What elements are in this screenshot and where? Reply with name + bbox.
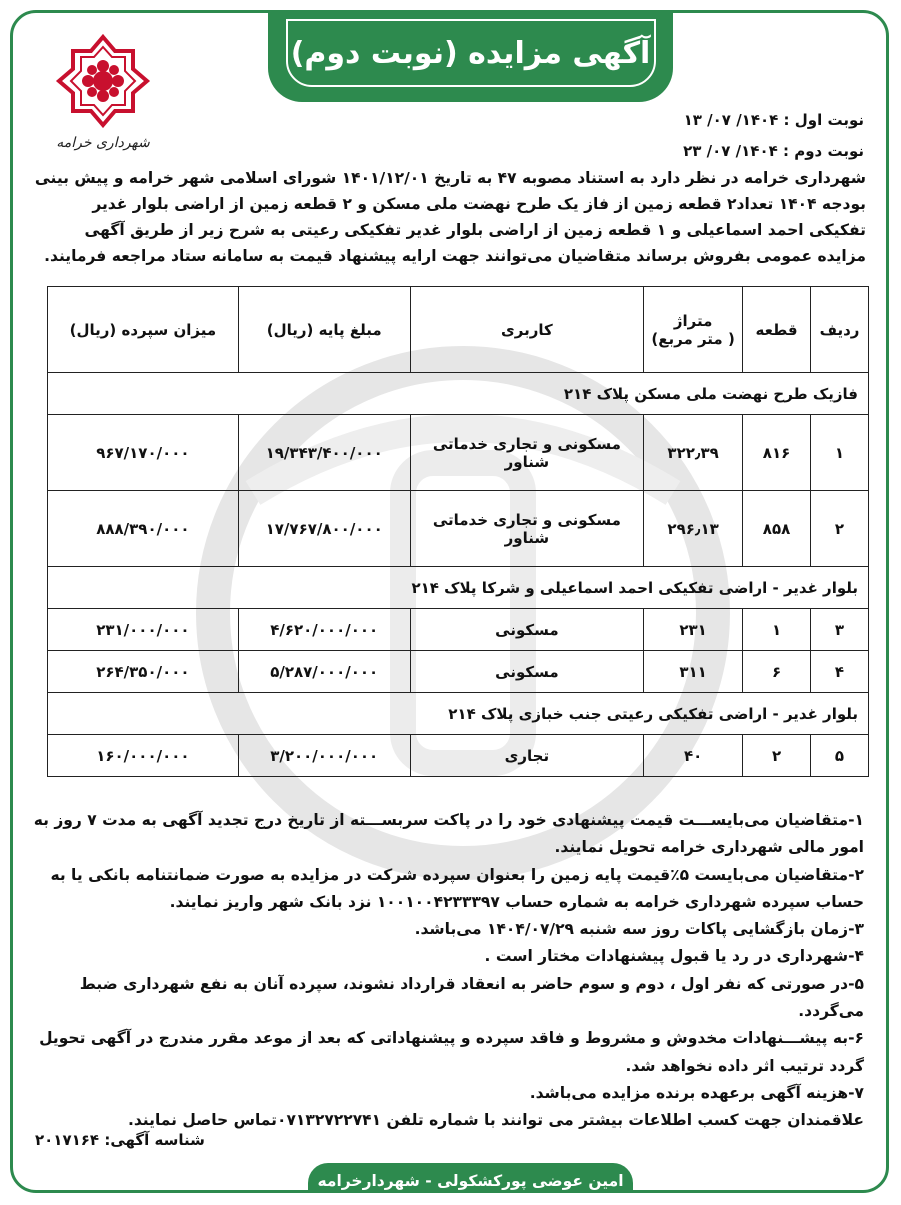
header-area-unit: ( متر مربع)	[651, 329, 735, 348]
section-title: بلوار غدیر - اراضی تفکیکی رعیتی جنب خبازی پلاک ۲۱۴	[48, 693, 869, 735]
cell-area: ۳۲۲٫۳۹	[644, 415, 743, 491]
round-dates	[683, 105, 864, 167]
cell-plot: ۱	[743, 609, 811, 651]
condition-item: ۴-شهرداری در رد یا قبول پیشنهادات مختار است .	[484, 947, 864, 966]
cell-base-price: ۱۹/۳۴۳/۴۰۰/۰۰۰	[238, 415, 410, 491]
cell-use: مسکونی و تجاری خدماتی شناور	[410, 491, 644, 567]
second-round-date: نوبت دوم : ۱۴۰۴/ ۰۷/ ۲۳	[683, 142, 864, 160]
cell-use: تجاری	[410, 735, 644, 777]
section-title: بلوار غدیر - اراضی تفکیکی احمد اسماعیلی و شرکا پلاک ۲۱۴	[48, 567, 869, 609]
cell-deposit: ۱۶۰/۰۰۰/۰۰۰	[48, 735, 239, 777]
cell-deposit: ۸۸۸/۳۹۰/۰۰۰	[48, 491, 239, 567]
title-banner	[268, 10, 673, 102]
condition-item: ۶-به پیشـــنهادات مخدوش و مشروط و فاقد سپرده و پیشنهاداتی که بعد از موعد مقرر مندرج در آگهی تحویل گردد ترتیب اثر داده نخواهد شد.	[39, 1029, 864, 1075]
cell-plot: ۸۵۸	[743, 491, 811, 567]
page-title: آگهی مزایده (نوبت دوم)	[290, 35, 651, 71]
cell-area: ۲۳۱	[644, 609, 743, 651]
cell-use: مسکونی و تجاری خدماتی شناور	[410, 415, 644, 491]
section-title: فازیک طرح نهضت ملی مسکن پلاک ۲۱۴	[48, 373, 869, 415]
cell-base-price: ۵/۲۸۷/۰۰۰/۰۰۰	[238, 651, 410, 693]
cell-row-number: ۴	[811, 651, 869, 693]
section-title-row	[48, 567, 869, 609]
cell-plot: ۲	[743, 735, 811, 777]
header-row-number: ردیف	[811, 287, 869, 373]
header-base-price: مبلغ پایه (ریال)	[238, 287, 410, 373]
cell-base-price: ۴/۶۲۰/۰۰۰/۰۰۰	[238, 609, 410, 651]
auction-table	[47, 286, 869, 777]
signature-footer	[308, 1163, 633, 1193]
header-deposit: میزان سپرده (ریال)	[48, 287, 239, 373]
cell-deposit: ۹۶۷/۱۷۰/۰۰۰	[48, 415, 239, 491]
table-header-row	[48, 287, 869, 373]
cell-plot: ۶	[743, 651, 811, 693]
cell-area: ۳۱۱	[644, 651, 743, 693]
cell-base-price: ۳/۲۰۰/۰۰۰/۰۰۰	[238, 735, 410, 777]
first-round-date: نوبت اول : ۱۴۰۴/ ۰۷/ ۱۳	[683, 111, 864, 129]
condition-item: ۵-در صورتی که نفر اول ، دوم و سوم حاضر به انعقاد قرارداد نشوند، سپرده آنان به نفع شهرداری ضبط می‌گردد.	[79, 974, 864, 1021]
municipality-logo	[53, 33, 153, 157]
conditions-list	[33, 807, 864, 1135]
cell-row-number: ۳	[811, 609, 869, 651]
contact-line: علاقمندان جهت کسب اطلاعات بیشتر می توانند با شماره تلفن ۰۷۱۳۲۷۲۲۷۴۱تماس حاصل نمایند.	[127, 1111, 864, 1130]
cell-area: ۲۹۶٫۱۳	[644, 491, 743, 567]
condition-item: ۲-متقاضیان می‌بایست ۵٪قیمت پایه زمین را بعنوان سپرده شرکت در مزایده به صورت ضمانتنامه بانکی یا به حساب سپرده شهرداری خرامه به شماره حساب ۱۰۰۱۰۰۴۲۳۳۳۹۷ نزد بانک شهر واریز نمایند.	[50, 865, 864, 911]
cell-deposit: ۲۳۱/۰۰۰/۰۰۰	[48, 609, 239, 651]
cell-deposit: ۲۶۴/۳۵۰/۰۰۰	[48, 651, 239, 693]
cell-plot: ۸۱۶	[743, 415, 811, 491]
logo-caption: شهرداری خرامه	[56, 135, 150, 151]
cell-row-number: ۱	[811, 415, 869, 491]
header-area-label: متراژ	[673, 311, 713, 330]
table-row	[48, 651, 869, 693]
table-row	[48, 491, 869, 567]
table-row	[48, 609, 869, 651]
header-use: کاربری	[410, 287, 644, 373]
cell-use: مسکونی	[410, 651, 644, 693]
section-title-row	[48, 373, 869, 415]
title-banner-inner	[286, 19, 656, 87]
cell-row-number: ۵	[811, 735, 869, 777]
ad-code: شناسه آگهی: ۲۰۱۷۱۶۴	[35, 1131, 205, 1149]
condition-item: ۳-زمان بازگشایی پاکات روز سه شنبه ۱۴۰۴/۰۷/۲۹ می‌باشد.	[414, 920, 864, 939]
condition-item: ۷-هزینه آگهی برعهده برنده مزایده می‌باشد.	[529, 1083, 864, 1102]
cell-row-number: ۲	[811, 491, 869, 567]
table-row	[48, 415, 869, 491]
header-plot: قطعه	[743, 287, 811, 373]
cell-base-price: ۱۷/۷۶۷/۸۰۰/۰۰۰	[238, 491, 410, 567]
header-area	[644, 287, 743, 373]
cell-use: مسکونی	[410, 609, 644, 651]
mayor-signature: امین عوضی پورکشکولی - شهردارخرامه	[317, 1172, 624, 1190]
section-title-row	[48, 693, 869, 735]
notice-frame	[10, 10, 889, 1193]
condition-item: ۱-متقاضیان می‌بایســـت قیمت پیشنهادی خود را در پاکت سربســـته از تاریخ درج تجدید آگهی به مدت ۷ روز به امور مالی شهرداری خرامه تحویل نمایند.	[33, 811, 864, 857]
intro-paragraph: شهرداری خرامه در نظر دارد به استناد مصوبه ۴۷ به تاریخ ۱۴۰۱/۱۲/۰۱ شورای اسلامی شهر خرامه و پیش بینی بودجه ۱۴۰۴ تعداد۲ قطعه زمین از فاز یک طرح نهضت ملی مسکن و ۲ قطعه زمین از اراضی بلوار غدیر تفکیکی احمد اسماعیلی و ۱ قطعه زمین از اراضی بلوار غدیر تفکیکی رعیتی به شرح زیر از طریق آگهی مزایده عمومی بفروش برساند متقاضیان می‌توانند جهت ارایه پیشنهاد قیمت به سامانه ستاد مراجعه فرمایند.	[34, 169, 866, 265]
table-row	[48, 735, 869, 777]
municipality-emblem-icon	[55, 33, 151, 129]
cell-area: ۴۰	[644, 735, 743, 777]
